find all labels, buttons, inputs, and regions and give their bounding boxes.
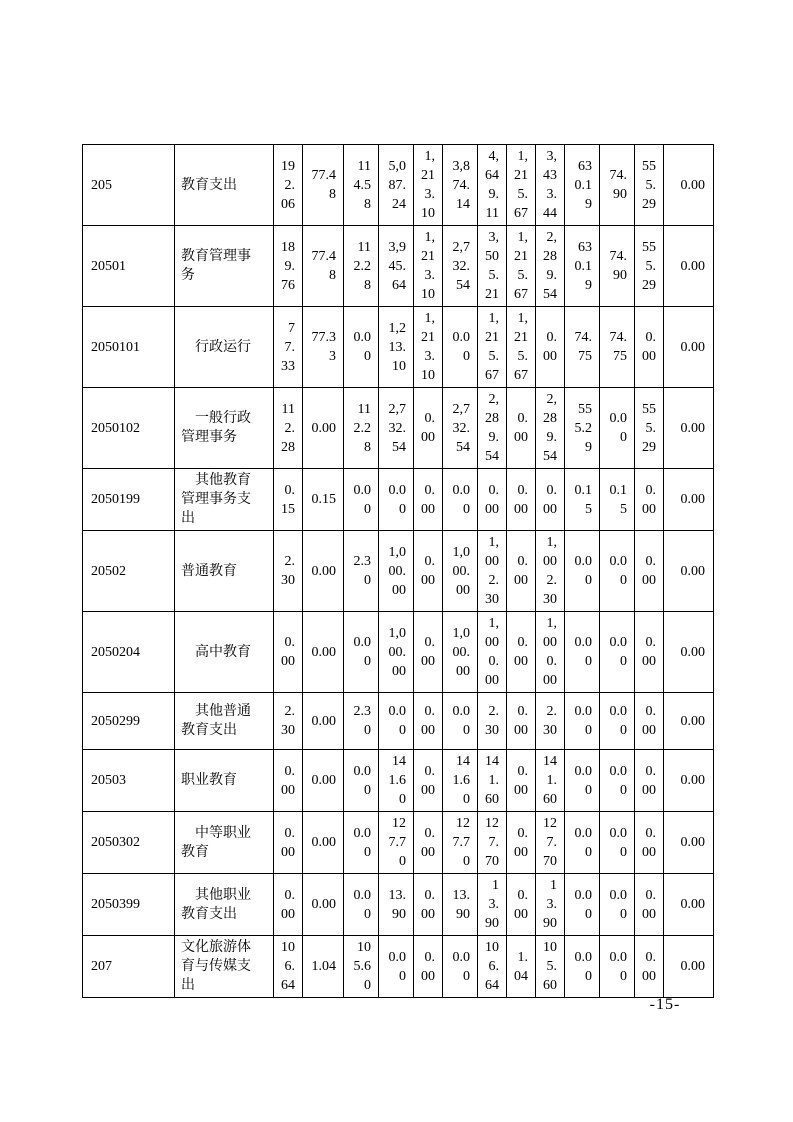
cell-value: 0.00 bbox=[303, 531, 344, 612]
cell-value: 0.00 bbox=[414, 693, 443, 750]
cell-value: 112.28 bbox=[344, 226, 379, 307]
cell-value: 127.70 bbox=[536, 812, 565, 874]
cell-code: 2050102 bbox=[83, 388, 175, 469]
cell-value: 0.00 bbox=[664, 874, 714, 936]
cell-value: 74.75 bbox=[565, 307, 600, 388]
cell-value: 141.60 bbox=[379, 750, 414, 812]
cell-value: 0.00 bbox=[344, 750, 379, 812]
cell-code: 2050399 bbox=[83, 874, 175, 936]
cell-value: 555.29 bbox=[635, 388, 664, 469]
cell-value: 0.00 bbox=[414, 531, 443, 612]
cell-value: 105.60 bbox=[344, 936, 379, 998]
cell-value: 2.30 bbox=[344, 693, 379, 750]
cell-value: 112.28 bbox=[274, 388, 303, 469]
cell-value: 106.64 bbox=[274, 936, 303, 998]
cell-value: 2,289.54 bbox=[478, 388, 507, 469]
cell-value: 0.00 bbox=[536, 307, 565, 388]
cell-value: 1,002.30 bbox=[478, 531, 507, 612]
cell-value: 0.00 bbox=[344, 307, 379, 388]
cell-value: 0.00 bbox=[414, 750, 443, 812]
cell-value: 0.00 bbox=[344, 612, 379, 693]
table-row bbox=[83, 145, 714, 226]
table-row bbox=[83, 750, 714, 812]
cell-value: 1,213.10 bbox=[379, 307, 414, 388]
cell-value: 3,945.64 bbox=[379, 226, 414, 307]
cell-name: 教育管理事务 bbox=[175, 226, 274, 307]
cell-value: 2,289.54 bbox=[536, 226, 565, 307]
cell-name: 其他职业教育支出 bbox=[175, 874, 274, 936]
cell-value: 2.30 bbox=[478, 693, 507, 750]
table-row bbox=[83, 226, 714, 307]
cell-value: 0.00 bbox=[303, 612, 344, 693]
cell-name: 职业教育 bbox=[175, 750, 274, 812]
cell-value: 2,732.54 bbox=[443, 226, 478, 307]
cell-value: 0.00 bbox=[565, 874, 600, 936]
cell-value: 0.00 bbox=[303, 388, 344, 469]
table-row bbox=[83, 612, 714, 693]
cell-value: 0.00 bbox=[414, 388, 443, 469]
cell-value: 0.00 bbox=[664, 612, 714, 693]
cell-value: 1,000.00 bbox=[379, 612, 414, 693]
cell-code: 2050204 bbox=[83, 612, 175, 693]
cell-value: 112.28 bbox=[344, 388, 379, 469]
cell-value: 3,874.14 bbox=[443, 145, 478, 226]
cell-value: 192.06 bbox=[274, 145, 303, 226]
cell-value: 1,215.67 bbox=[507, 307, 536, 388]
cell-value: 0.00 bbox=[565, 612, 600, 693]
cell-value: 0.00 bbox=[507, 750, 536, 812]
cell-value: 0.00 bbox=[507, 469, 536, 531]
cell-value: 555.29 bbox=[635, 145, 664, 226]
cell-value: 127.70 bbox=[478, 812, 507, 874]
budget-table-body bbox=[83, 145, 714, 998]
cell-value: 0.00 bbox=[274, 750, 303, 812]
cell-code: 20502 bbox=[83, 531, 175, 612]
cell-value: 0.00 bbox=[664, 693, 714, 750]
cell-name: 中等职业教育 bbox=[175, 812, 274, 874]
cell-value: 2.30 bbox=[536, 693, 565, 750]
cell-value: 0.00 bbox=[507, 693, 536, 750]
cell-value: 0.00 bbox=[344, 874, 379, 936]
cell-value: 3,433.44 bbox=[536, 145, 565, 226]
cell-value: 2,289.54 bbox=[536, 388, 565, 469]
cell-value: 13.90 bbox=[536, 874, 565, 936]
cell-value: 74.75 bbox=[600, 307, 635, 388]
cell-value: 2,732.54 bbox=[443, 388, 478, 469]
cell-value: 0.15 bbox=[274, 469, 303, 531]
cell-value: 0.00 bbox=[443, 307, 478, 388]
cell-value: 141.60 bbox=[478, 750, 507, 812]
cell-value: 0.00 bbox=[635, 531, 664, 612]
cell-value: 0.00 bbox=[600, 388, 635, 469]
page-number: -15- bbox=[649, 996, 681, 1013]
cell-name: 行政运行 bbox=[175, 307, 274, 388]
cell-value: 0.00 bbox=[274, 874, 303, 936]
cell-value: 0.00 bbox=[536, 469, 565, 531]
cell-value: 0.00 bbox=[565, 936, 600, 998]
cell-value: 0.00 bbox=[379, 693, 414, 750]
budget-table bbox=[82, 144, 714, 998]
cell-value: 0.00 bbox=[565, 693, 600, 750]
cell-value: 1,213.10 bbox=[414, 307, 443, 388]
cell-code: 207 bbox=[83, 936, 175, 998]
cell-value: 127.70 bbox=[379, 812, 414, 874]
cell-value: 630.19 bbox=[565, 145, 600, 226]
cell-value: 0.00 bbox=[565, 812, 600, 874]
cell-value: 0.00 bbox=[635, 693, 664, 750]
cell-value: 2.30 bbox=[274, 531, 303, 612]
cell-code: 2050299 bbox=[83, 693, 175, 750]
cell-value: 0.00 bbox=[565, 750, 600, 812]
cell-value: 0.00 bbox=[635, 612, 664, 693]
cell-code: 2050101 bbox=[83, 307, 175, 388]
cell-value: 2.30 bbox=[344, 531, 379, 612]
cell-value: 1.04 bbox=[303, 936, 344, 998]
cell-value: 0.00 bbox=[414, 936, 443, 998]
cell-value: 0.00 bbox=[600, 612, 635, 693]
cell-name: 教育支出 bbox=[175, 145, 274, 226]
cell-value: 0.00 bbox=[635, 874, 664, 936]
cell-value: 1.04 bbox=[507, 936, 536, 998]
cell-code: 2050199 bbox=[83, 469, 175, 531]
cell-value: 0.15 bbox=[303, 469, 344, 531]
cell-value: 1,000.00 bbox=[443, 531, 478, 612]
cell-value: 555.29 bbox=[635, 226, 664, 307]
cell-value: 0.00 bbox=[379, 936, 414, 998]
cell-value: 0.00 bbox=[274, 812, 303, 874]
cell-value: 0.00 bbox=[443, 693, 478, 750]
cell-value: 0.00 bbox=[600, 936, 635, 998]
cell-value: 0.00 bbox=[303, 874, 344, 936]
cell-value: 0.00 bbox=[600, 531, 635, 612]
cell-value: 0.00 bbox=[414, 874, 443, 936]
cell-value: 0.00 bbox=[664, 307, 714, 388]
cell-value: 141.60 bbox=[536, 750, 565, 812]
cell-value: 1,000.00 bbox=[443, 612, 478, 693]
cell-name: 普通教育 bbox=[175, 531, 274, 612]
cell-value: 114.58 bbox=[344, 145, 379, 226]
cell-value: 2,732.54 bbox=[379, 388, 414, 469]
cell-value: 0.00 bbox=[303, 812, 344, 874]
cell-value: 0.00 bbox=[507, 388, 536, 469]
cell-value: 0.00 bbox=[344, 812, 379, 874]
cell-value: 2.30 bbox=[274, 693, 303, 750]
cell-value: 0.00 bbox=[274, 612, 303, 693]
cell-value: 1,215.67 bbox=[478, 307, 507, 388]
cell-value: 106.64 bbox=[478, 936, 507, 998]
cell-value: 127.70 bbox=[443, 812, 478, 874]
cell-value: 3,505.21 bbox=[478, 226, 507, 307]
cell-value: 0.00 bbox=[443, 936, 478, 998]
cell-value: 77.48 bbox=[303, 145, 344, 226]
table-row bbox=[83, 531, 714, 612]
cell-code: 20503 bbox=[83, 750, 175, 812]
cell-value: 13.90 bbox=[379, 874, 414, 936]
cell-name: 高中教育 bbox=[175, 612, 274, 693]
cell-code: 205 bbox=[83, 145, 175, 226]
cell-value: 105.60 bbox=[536, 936, 565, 998]
cell-value: 0.00 bbox=[635, 469, 664, 531]
cell-code: 20501 bbox=[83, 226, 175, 307]
cell-value: 0.00 bbox=[664, 812, 714, 874]
cell-value: 1,000.00 bbox=[478, 612, 507, 693]
cell-value: 1,213.10 bbox=[414, 145, 443, 226]
cell-value: 0.00 bbox=[664, 750, 714, 812]
cell-value: 0.00 bbox=[565, 531, 600, 612]
cell-value: 0.00 bbox=[507, 531, 536, 612]
cell-value: 0.00 bbox=[664, 226, 714, 307]
cell-value: 0.00 bbox=[664, 145, 714, 226]
table-row bbox=[83, 936, 714, 998]
cell-value: 0.00 bbox=[379, 469, 414, 531]
cell-value: 77.48 bbox=[303, 226, 344, 307]
cell-value: 0.00 bbox=[303, 693, 344, 750]
cell-value: 77.33 bbox=[303, 307, 344, 388]
cell-value: 13.90 bbox=[443, 874, 478, 936]
cell-value: 74.90 bbox=[600, 145, 635, 226]
cell-value: 4,649.11 bbox=[478, 145, 507, 226]
cell-value: 0.00 bbox=[414, 612, 443, 693]
table-row bbox=[83, 874, 714, 936]
cell-value: 1,215.67 bbox=[507, 145, 536, 226]
cell-value: 1,000.00 bbox=[379, 531, 414, 612]
cell-value: 189.76 bbox=[274, 226, 303, 307]
cell-value: 0.00 bbox=[478, 469, 507, 531]
table-row bbox=[83, 693, 714, 750]
cell-value: 0.00 bbox=[635, 812, 664, 874]
cell-value: 1,213.10 bbox=[414, 226, 443, 307]
cell-value: 0.00 bbox=[507, 812, 536, 874]
cell-value: 13.90 bbox=[478, 874, 507, 936]
cell-value: 0.00 bbox=[600, 874, 635, 936]
cell-value: 630.19 bbox=[565, 226, 600, 307]
cell-value: 0.00 bbox=[443, 469, 478, 531]
cell-value: 0.00 bbox=[635, 936, 664, 998]
cell-name: 文化旅游体育与传媒支出 bbox=[175, 936, 274, 998]
cell-value: 0.15 bbox=[600, 469, 635, 531]
cell-value: 0.00 bbox=[507, 874, 536, 936]
cell-value: 5,087.24 bbox=[379, 145, 414, 226]
cell-value: 0.00 bbox=[664, 388, 714, 469]
cell-value: 1,215.67 bbox=[507, 226, 536, 307]
table-row bbox=[83, 812, 714, 874]
table-row bbox=[83, 469, 714, 531]
cell-value: 0.00 bbox=[600, 693, 635, 750]
cell-value: 0.00 bbox=[664, 531, 714, 612]
cell-value: 0.15 bbox=[565, 469, 600, 531]
cell-value: 0.00 bbox=[344, 469, 379, 531]
cell-value: 0.00 bbox=[635, 750, 664, 812]
cell-name: 其他普通教育支出 bbox=[175, 693, 274, 750]
cell-name: 一般行政管理事务 bbox=[175, 388, 274, 469]
cell-value: 0.00 bbox=[635, 307, 664, 388]
cell-value: 0.00 bbox=[507, 612, 536, 693]
cell-value: 141.60 bbox=[443, 750, 478, 812]
cell-value: 0.00 bbox=[600, 812, 635, 874]
cell-value: 0.00 bbox=[414, 812, 443, 874]
table-row bbox=[83, 388, 714, 469]
cell-value: 0.00 bbox=[414, 469, 443, 531]
cell-value: 0.00 bbox=[303, 750, 344, 812]
cell-value: 555.29 bbox=[565, 388, 600, 469]
cell-value: 74.90 bbox=[600, 226, 635, 307]
cell-value: 0.00 bbox=[600, 750, 635, 812]
cell-name: 其他教育管理事务支出 bbox=[175, 469, 274, 531]
cell-value: 77.33 bbox=[274, 307, 303, 388]
cell-value: 1,002.30 bbox=[536, 531, 565, 612]
cell-value: 1,000.00 bbox=[536, 612, 565, 693]
table-row bbox=[83, 307, 714, 388]
cell-value: 0.00 bbox=[664, 469, 714, 531]
cell-value: 0.00 bbox=[664, 936, 714, 998]
cell-code: 2050302 bbox=[83, 812, 175, 874]
